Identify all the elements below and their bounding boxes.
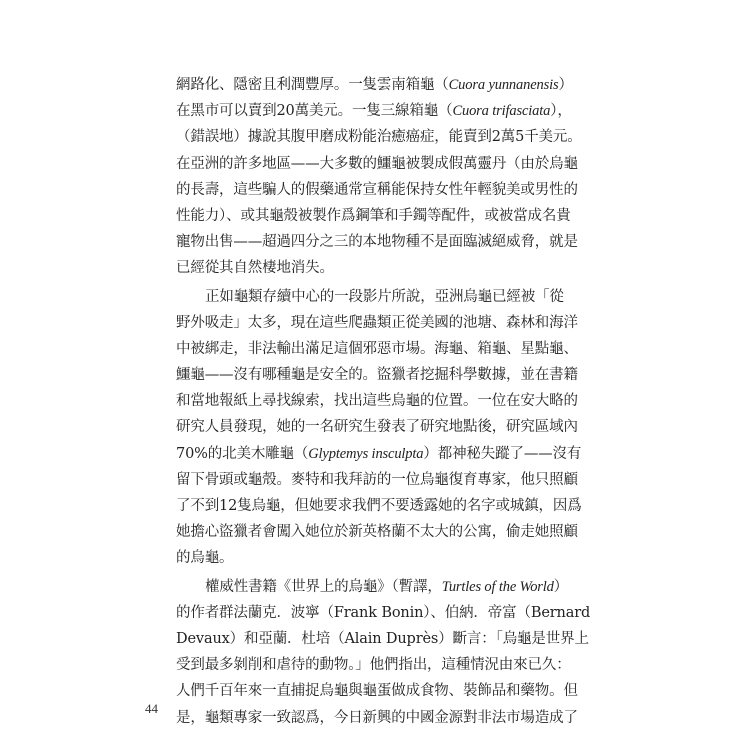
text-line: 了不到12隻烏龜，但她要求我們不要透露她的名字或城鎮，因爲	[176, 498, 582, 514]
text-line: 的長壽，這些騙人的假藥通常宣稱能保持女性年輕貌美或男性的	[176, 181, 578, 198]
text-line: 的作者群法蘭克．波寧（Frank Bonin）、伯納．帝富（Bernard	[176, 604, 591, 621]
text-line: 中被綁走，非法輸出滿足這個邪惡市場。海龜、箱龜、星點龜、	[176, 340, 578, 357]
paragraph-3	[176, 574, 591, 731]
text-line: 正如龜類存續中心的一段影片所說，亞洲烏龜已經被「從	[205, 288, 564, 305]
text-line: 是，龜類專家一致認爲，今日新興的中國金源對非法市場造成了	[176, 709, 578, 726]
text-line: 70%的北美木雕龜（Glyptemys insculpta）都神秘失蹤了——沒有	[176, 445, 582, 462]
text-line: （錯誤地）據說其腹甲磨成粉能治癒癌症，能賣到2萬5千美元。	[176, 129, 582, 146]
italic-term: Glyptemys insculpta	[308, 445, 424, 462]
text-line: 留下骨頭或龜殼。麥特和我拜訪的一位烏龜復育專家，他只照顧	[176, 471, 578, 488]
text-line: 人們千百年來一直捕捉烏龜與龜蛋做成食物、裝飾品和藥物。但	[176, 683, 578, 700]
page-number: 44	[145, 701, 158, 716]
text-line: 權威性書籍《世界上的烏龜》（暫譯，Turtles of the World）	[205, 578, 569, 595]
text-line: 受到最多剝削和虐待的動物。」他們指出，這種情況由來已久：	[176, 657, 571, 674]
text-line: 的烏龜。	[176, 550, 234, 567]
italic-term: Cuora yunnanensis	[448, 77, 559, 93]
text-line: 她擔心盜獵者會闖入她位於新英格蘭不太大的公寓，偷走她照顧	[176, 524, 578, 541]
text-line: 網路化、隱密且利潤豐厚。一隻雲南箱龜（Cuora yunnanensis）	[176, 77, 573, 93]
text-line: 鱷龜——沒有哪種龜是安全的。盜獵者挖掘科學數據，並在書籍	[176, 367, 578, 384]
body-text	[176, 72, 591, 731]
text-line: 性能力）、或其龜殼被製作爲鋼筆和手鐲等配件，或被當成名貴	[176, 207, 571, 224]
text-line: 研究人員發現，她的一名研究生發表了研究地點後，研究區域內	[176, 419, 578, 436]
text-line: 和當地報紙上尋找線索，找出這些烏龜的位置。一位在安大略的	[176, 393, 578, 410]
paragraph-1	[176, 72, 582, 282]
text-line: 在亞洲的許多地區——大多數的鱷龜被製成假萬靈丹（由於烏龜	[176, 155, 578, 172]
text-line: 野外吸走」太多，現在這些爬蟲類正從美國的池塘、森林和海洋	[176, 314, 578, 331]
text-line: 寵物出售——超過四分之三的本地物種不是面臨滅絕威脅，就是	[176, 234, 578, 251]
paragraph-2	[176, 284, 582, 572]
italic-term: Cuora trifasciata	[452, 103, 551, 120]
text-line: 已經從其自然棲地消失。	[176, 260, 334, 277]
text-line: Devaux）和亞蘭．杜培（Alain Duprès）斷言：「烏龜是世界上	[176, 630, 589, 647]
italic-term: Turtles of the World	[441, 578, 554, 595]
text-line: 在黑市可以賣到20萬美元。一隻三線箱龜（Cuora trifasciata），	[176, 103, 572, 120]
